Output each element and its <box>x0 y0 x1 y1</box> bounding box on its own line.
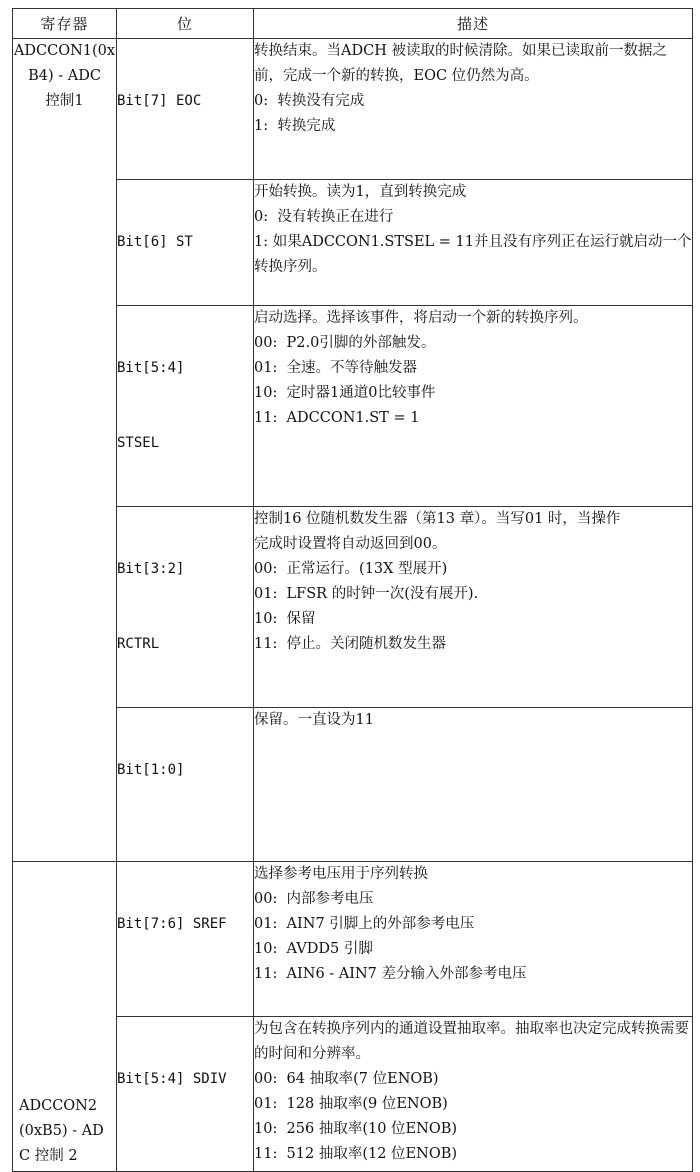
description-sref: 选择参考电压用于序列转换 00: 内部参考电压 01: AIN7 引脚上的外部参考电压 10: AVDD5 引脚 11: AIN6 - AIN7 差分输入外部参考电压 <box>254 862 693 1017</box>
description-sdiv: 为包含在转换序列内的通道设置抽取率。抽取率也决定完成转换需要的时间和分辨率。 00: 64 抽取率(7 位ENOB) 01: 128 抽取率(9 位ENOB) 10: 256 抽取率(10 位ENOB) 11: 512 抽取率(12 位ENOB) <box>254 1017 693 1172</box>
bit-field-st: Bit[6] ST <box>117 180 254 306</box>
bit-field-rctrl: Bit[3:2] RCTRL <box>117 507 254 708</box>
bit-field-stsel: Bit[5:4] STSEL <box>117 306 254 507</box>
register-table <box>12 8 693 1172</box>
header-row <box>13 9 693 39</box>
bit-field-eoc: Bit[7] EOC <box>117 39 254 180</box>
description-st: 开始转换。读为1，直到转换完成 0: 没有转换正在进行 1: 如果ADCCON1.STSEL = 11并且没有序列正在运行就启动一个转换序列。 <box>254 180 693 306</box>
header-bit: 位 <box>117 9 254 39</box>
description-eoc: 转换结束。当ADCH 被读取的时候清除。如果已读取前一数据之前，完成一个新的转换，EOC 位仍然为高。 0: 转换没有完成 1: 转换完成 <box>254 39 693 180</box>
description-reserved: 保留。一直设为11 <box>254 708 693 862</box>
bit-field-reserved: Bit[1:0] <box>117 708 254 862</box>
field-row <box>13 39 693 180</box>
register-name-adccon2: ADCCON2 (0xB5) - AD C 控制 2 <box>13 862 117 1172</box>
description-stsel: 启动选择。选择该事件，将启动一个新的转换序列。 00: P2.0引脚的外部触发。 01: 全速。不等待触发器 10: 定时器1通道0比较事件 11: ADCCON1.ST = 1 <box>254 306 693 507</box>
field-row <box>13 862 693 1017</box>
description-rctrl: 控制16 位随机数发生器（第13 章）。当写01 时，当操作 完成时设置将自动返回到00。 00: 正常运行。(13X 型展开) 01: LFSR 的时钟一次(没有展开). 10: 保留 11: 停止。关闭随机数发生器 <box>254 507 693 708</box>
header-description: 描述 <box>254 9 693 39</box>
bit-field-sref: Bit[7:6] SREF <box>117 862 254 1017</box>
header-register: 寄存器 <box>13 9 117 39</box>
bit-field-sdiv: Bit[5:4] SDIV <box>117 1017 254 1172</box>
register-name-adccon1: ADCCON1(0x B4) - ADC 控制1 <box>13 39 117 862</box>
